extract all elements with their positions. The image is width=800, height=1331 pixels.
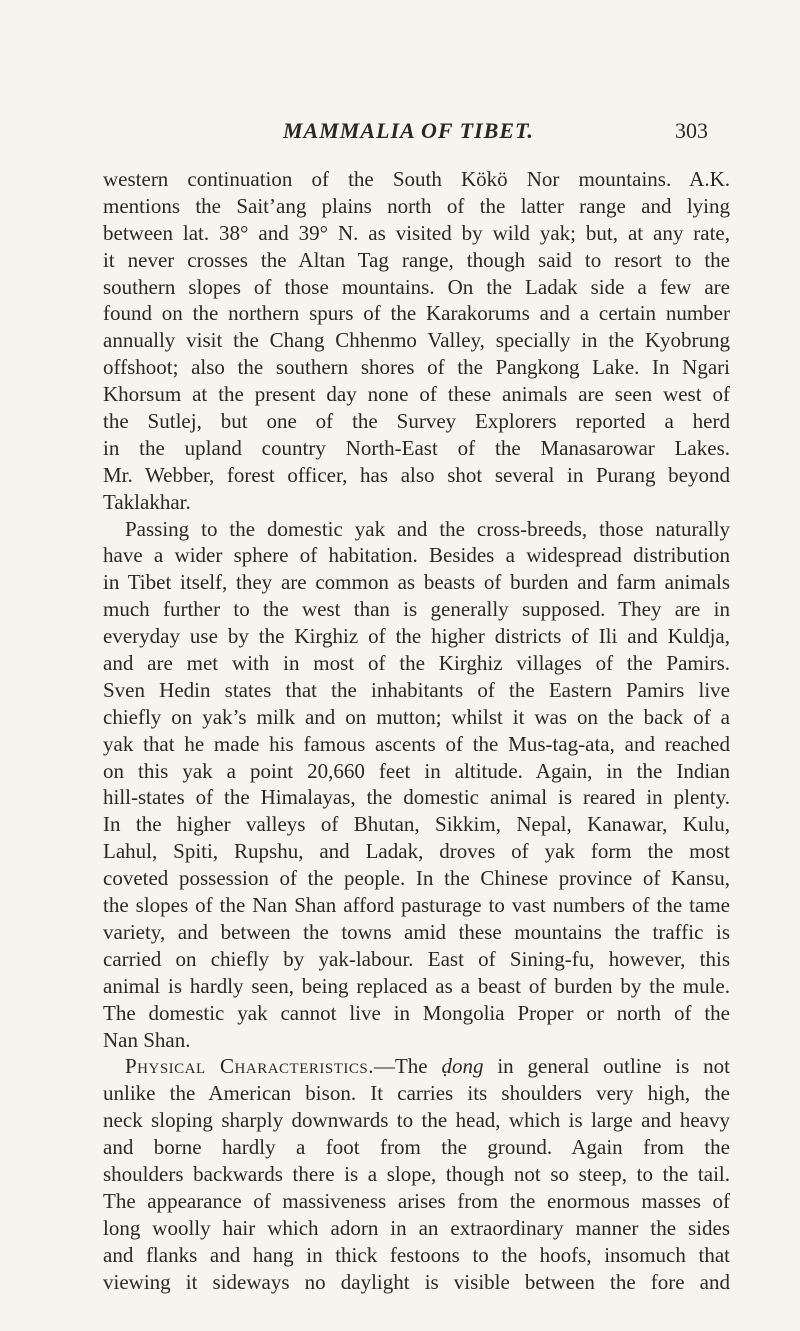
text-line: chiefly on yak’s milk and on mutton; whilst it was on the back of a	[103, 704, 730, 729]
text-line: carried on chiefly by yak-labour. East of Sining-fu, however, this	[103, 946, 730, 971]
text-line: offshoot; also the southern shores of the Pangkong Lake. In Ngari	[103, 355, 730, 380]
section-heading: Physical Characteristics.	[125, 1054, 374, 1079]
text-line: everyday use by the Kirghiz of the higher districts of Ili and Kuldja,	[103, 624, 730, 649]
running-title: MAMMALIA OF TIBET.	[283, 118, 534, 143]
text-line: Nan Shan.	[103, 1027, 191, 1052]
text-line: have a wider sphere of habitation. Besides a widespread distribution	[103, 543, 730, 568]
text-line: on this yak a point 20,660 feet in altitude. Again, in the Indian	[103, 758, 730, 783]
text-line: animal is hardly seen, being replaced as a beast of burden by the mule.	[103, 973, 730, 998]
text-line: Lahul, Spiti, Rupshu, and Ladak, droves of yak form the most	[103, 839, 730, 864]
running-head	[0, 118, 800, 148]
section-heading-line	[103, 1053, 730, 1080]
text-line: Taklakhar.	[103, 489, 191, 514]
text-line: long woolly hair which adorn in an extraordinary manner the sides	[103, 1215, 730, 1240]
text-line: and borne hardly a foot from the ground. Again from the	[103, 1135, 730, 1160]
text-line: mentions the Sait’ang plains north of the latter range and lying	[103, 193, 730, 218]
text-line: variety, and between the towns amid these mountains the traffic is	[103, 919, 730, 944]
text-line: between lat. 38° and 39° N. as visited by wild yak; but, at any rate,	[103, 220, 730, 245]
text-line: Khorsum at the present day none of these animals are seen west of	[103, 382, 730, 407]
text-line: shoulders backwards there is a slope, though not so steep, to the tail.	[103, 1161, 730, 1186]
text-line: viewing it sideways no daylight is visible between the fore and	[103, 1269, 730, 1294]
text-line: and are met with in most of the Kirghiz villages of the Pamirs.	[103, 651, 730, 676]
text-line: hill-states of the Himalayas, the domestic animal is reared in plenty.	[103, 785, 730, 810]
text-line: found on the northern spurs of the Karakorums and a certain number	[103, 301, 730, 326]
text-line: Mr. Webber, forest officer, has also shot several in Purang beyond	[103, 462, 730, 487]
text-line: yak that he made his famous ascents of the Mus-tag-ata, and reached	[103, 731, 730, 756]
text-line: In the higher valleys of Bhutan, Sikkim, Nepal, Kanawar, Kulu,	[103, 812, 730, 837]
heading-dash: —The	[373, 1054, 442, 1079]
heading-line-rest: in general outline is not	[483, 1054, 730, 1079]
text-line: neck sloping sharply downwards to the head, which is large and heavy	[103, 1108, 730, 1133]
text-line: in Tibet itself, they are common as beasts of burden and farm animals	[103, 570, 730, 595]
text-line: The domestic yak cannot live in Mongolia Proper or north of the	[103, 1000, 730, 1025]
page-number: 303	[675, 118, 708, 143]
text-line: it never crosses the Altan Tag range, though said to resort to the	[103, 247, 730, 272]
text-line: and flanks and hang in thick festoons to the hoofs, insomuch that	[103, 1242, 730, 1267]
text-line: in the upland country North-East of the Manasarowar Lakes.	[103, 435, 730, 460]
text-line: The appearance of massiveness arises from the enormous masses of	[103, 1188, 730, 1213]
text-line: Sven Hedin states that the inhabitants of the Eastern Pamirs live	[103, 677, 730, 702]
body-text	[103, 166, 730, 1295]
text-line: annually visit the Chang Chhenmo Valley, specially in the Kyobrung	[103, 328, 730, 353]
text-line: Passing to the domestic yak and the cross-breeds, those naturally	[125, 516, 730, 541]
text-line: coveted possession of the people. In the Chinese province of Kansu,	[103, 866, 730, 891]
text-line: the Sutlej, but one of the Survey Explorers reported a herd	[103, 409, 730, 434]
text-line: much further to the west than is generally supposed. They are in	[103, 597, 730, 622]
text-line: the slopes of the Nan Shan afford pasturage to vast numbers of the tame	[103, 893, 730, 918]
text-line: western continuation of the South Kökö Nor mountains. A.K.	[103, 167, 730, 191]
text-line: unlike the American bison. It carries its shoulders very high, the	[103, 1081, 730, 1106]
text-line: southern slopes of those mountains. On the Ladak side a few are	[103, 274, 730, 299]
italic-term: ḍong	[441, 1054, 484, 1079]
